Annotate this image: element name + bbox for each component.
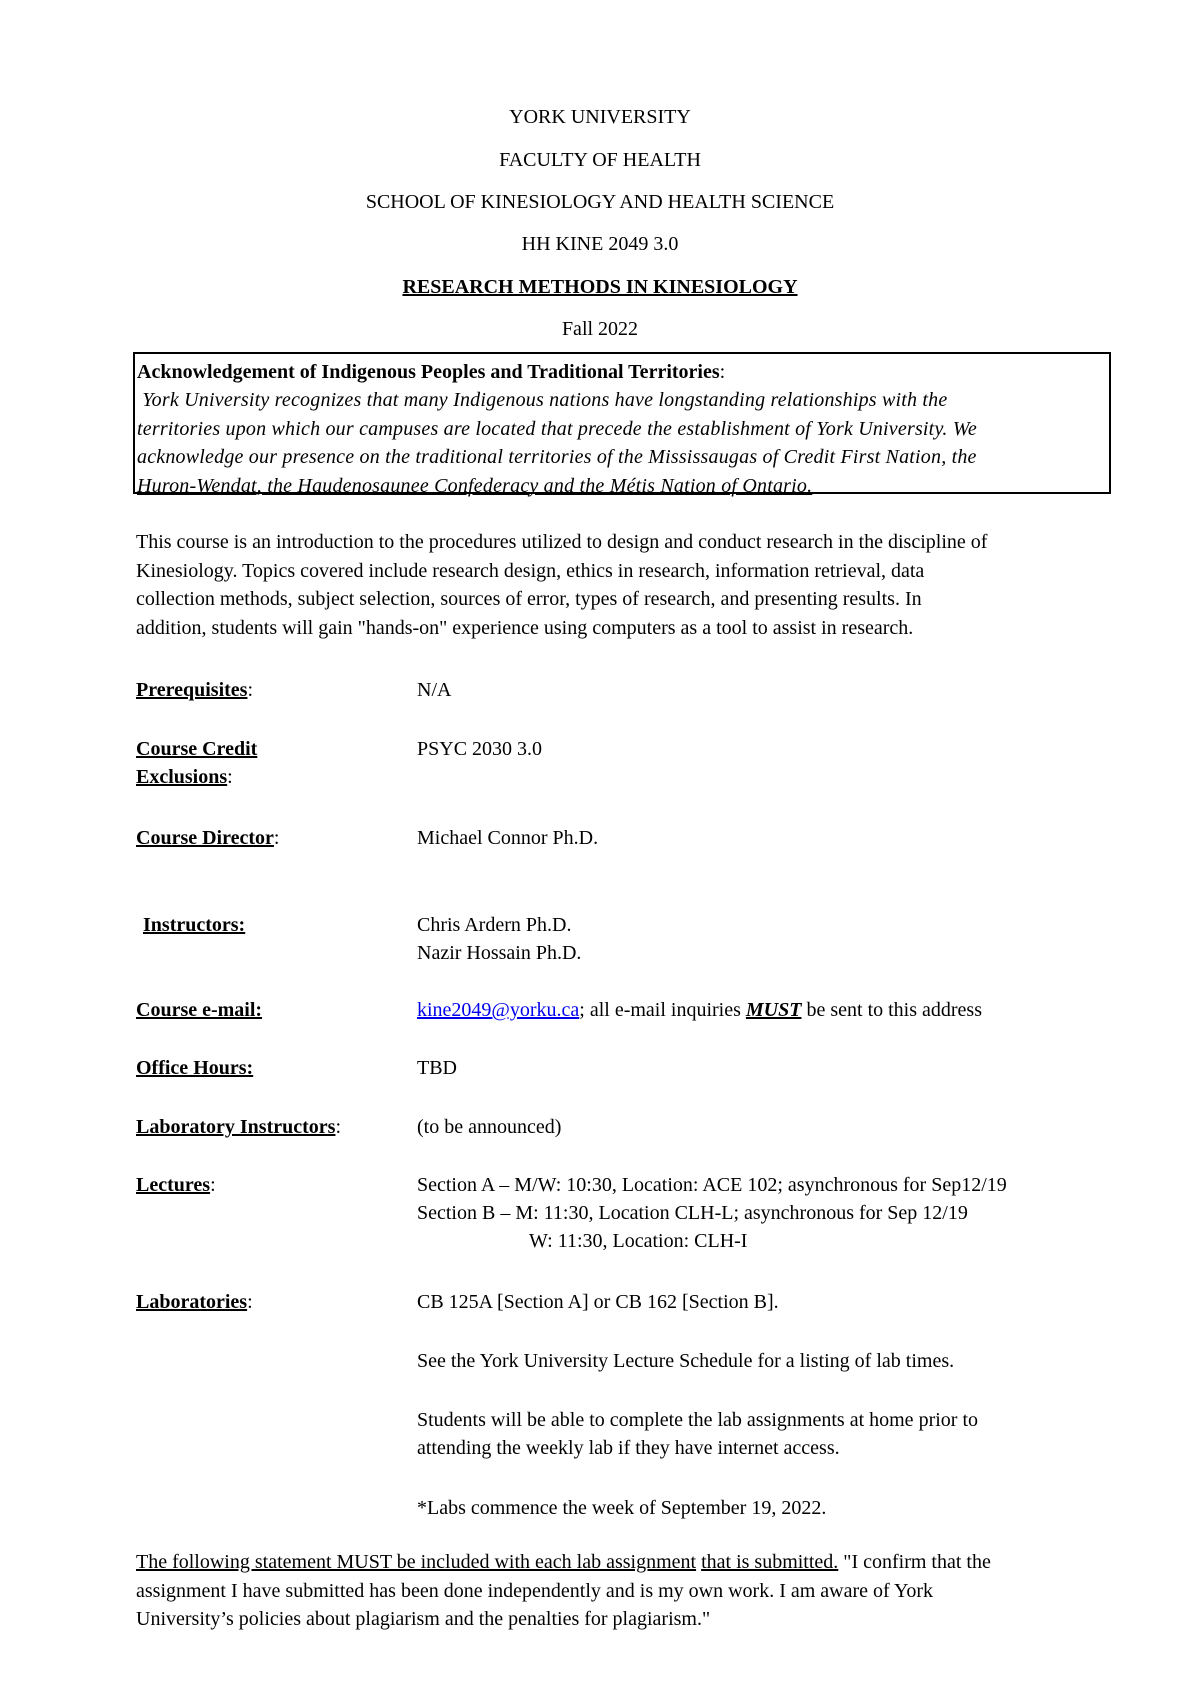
course-description-line: This course is an introduction to the procedures utilized to design and conduct research in the discipline of <box>136 531 988 553</box>
credit-exclusions-value: PSYC 2030 3.0 <box>417 738 543 760</box>
label-colon: : <box>335 1116 341 1138</box>
lab-home-note-line: Students will be able to complete the lab assignments at home prior to <box>417 1409 978 1431</box>
instructor-name: Chris Ardern Ph.D. <box>417 914 572 936</box>
labs-commence-note: *Labs commence the week of September 19, 2022. <box>417 1497 827 1519</box>
lectures-label <box>136 1171 396 1199</box>
laboratories-label-text: Laboratories <box>136 1291 248 1313</box>
prerequisites-value: N/A <box>417 679 452 701</box>
credit-exclusions-label <box>136 735 396 791</box>
instructor-name: Nazir Hossain Ph.D. <box>417 942 582 964</box>
acknowledgement-heading <box>137 358 1107 386</box>
instructors-value <box>417 911 1157 967</box>
credit-exclusions-label-line2: Exclusions <box>136 766 228 788</box>
course-description <box>136 528 1136 642</box>
laboratories-label <box>136 1288 396 1316</box>
course-email-link[interactable]: kine2049@yorku.ca <box>417 999 580 1021</box>
course-director-value: Michael Connor Ph.D. <box>417 827 599 849</box>
lab-instructors-value: (to be announced) <box>417 1116 562 1138</box>
course-email-label <box>136 996 396 1024</box>
acknowledgement-heading-text: Acknowledgement of Indigenous Peoples and Traditional Territories <box>137 361 720 383</box>
label-colon: : <box>210 1174 216 1196</box>
statement-requirement: The following statement MUST be included with each lab assignment <box>136 1551 697 1573</box>
course-email-label-text: Course e-mail: <box>136 999 263 1021</box>
label-colon: : <box>273 827 280 849</box>
lab-statement-line: assignment I have submitted has been done independently and is my own work. I am aware of York <box>136 1579 934 1602</box>
instructors-label-text: Instructors: <box>143 914 246 936</box>
course-director-label-text: Course Director <box>136 827 274 849</box>
course-title: RESEARCH METHODS IN KINESIOLOGY <box>402 276 798 298</box>
acknowledgement-line: Huron-Wendat, the Haudenosaunee Confederacy and the Métis Nation of Ontario. <box>137 474 813 497</box>
acknowledgement-line: territories upon which our campuses are located that precede the establishment of York University. We <box>137 417 977 440</box>
instructors-label <box>143 911 403 939</box>
prerequisites-label-text: Prerequisites <box>136 679 248 701</box>
course-email-note: ; all e-mail inquiries <box>579 999 746 1021</box>
credit-exclusions-label-line1: Course Credit <box>136 738 258 760</box>
course-email-value <box>417 996 1157 1024</box>
lab-statement-line: University’s policies about plagiarism and the penalties for plagiarism." <box>136 1608 711 1630</box>
office-hours-label <box>136 1054 396 1082</box>
acknowledgement-heading-colon: : <box>719 361 726 383</box>
lab-instructors-label <box>136 1113 396 1141</box>
laboratories-value: CB 125A [Section A] or CB 162 [Section B]. <box>417 1291 779 1313</box>
school-name: SCHOOL OF KINESIOLOGY AND HEALTH SCIENCE <box>365 191 835 213</box>
course-description-line: Kinesiology. Topics covered include research design, ethics in research, information retrieval, data <box>136 559 925 582</box>
label-colon: : <box>227 766 233 788</box>
course-email-note-end: be sent to this address <box>801 999 982 1021</box>
lectures-value <box>417 1171 1157 1255</box>
label-colon: : <box>247 679 254 701</box>
statement-submitted: that is submitted. <box>701 1551 839 1573</box>
lab-statement-line <box>136 1548 1146 1577</box>
acknowledgement-line: York University recognizes that many Indigenous nations have longstanding relationships with the <box>137 389 948 411</box>
office-hours-label-text: Office Hours: <box>136 1057 254 1079</box>
lab-home-note <box>417 1406 1157 1462</box>
lecture-section-line: W: 11:30, Location: CLH-I <box>529 1230 748 1252</box>
course-code: HH KINE 2049 3.0 <box>521 233 679 255</box>
course-director-label <box>136 824 396 852</box>
lecture-section-line: Section B – M: 11:30, Location CLH-L; asynchronous for Sep 12/19 <box>417 1202 968 1224</box>
lab-instructors-label-text: Laboratory Instructors <box>136 1116 336 1138</box>
label-colon: : <box>247 1291 253 1313</box>
lectures-label-text: Lectures <box>136 1174 211 1196</box>
office-hours-value: TBD <box>417 1057 457 1079</box>
acknowledgement-box <box>133 352 1111 497</box>
must-emphasis: MUST <box>745 999 802 1021</box>
course-description-line: collection methods, subject selection, sources of error, types of research, and presenting results. In <box>136 588 922 610</box>
faculty-name: FACULTY OF HEALTH <box>499 149 701 171</box>
lab-home-note-line: attending the weekly lab if they have internet access. <box>417 1437 840 1459</box>
term: Fall 2022 <box>561 318 639 340</box>
lab-statement <box>136 1548 1146 1634</box>
university-name: YORK UNIVERSITY <box>509 106 691 128</box>
statement-quote-start: "I confirm that the <box>838 1551 991 1573</box>
course-description-line: addition, students will gain "hands-on" experience using computers as a tool to assist in research. <box>136 616 914 639</box>
lecture-section-line: Section A – M/W: 10:30, Location: ACE 102; asynchronous for Sep12/19 <box>417 1174 1007 1196</box>
lab-schedule-note: See the York University Lecture Schedule for a listing of lab times. <box>417 1350 955 1372</box>
acknowledgement-line: acknowledge our presence on the traditional territories of the Mississaugas of Credit First Nation, the <box>137 446 977 468</box>
prerequisites-label <box>136 676 396 704</box>
